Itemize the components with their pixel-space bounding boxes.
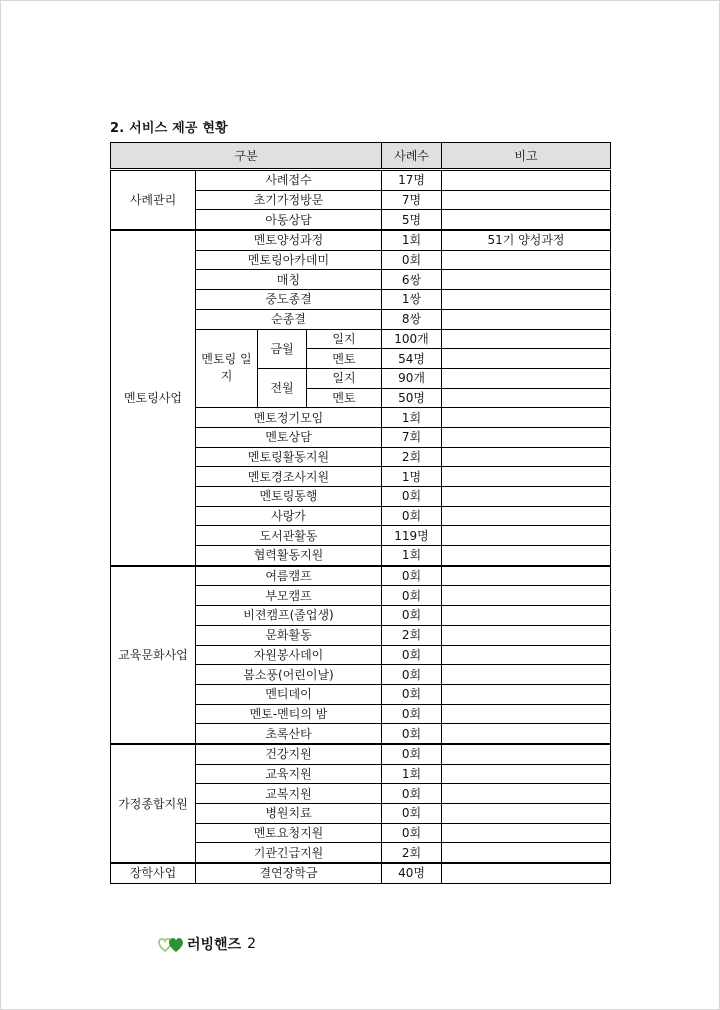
note-cell — [442, 546, 611, 566]
category-cell: 사례관리 — [111, 170, 196, 231]
note-cell — [442, 427, 611, 447]
count-cell: 0회 — [382, 586, 442, 606]
note-cell — [442, 368, 611, 388]
count-cell: 1회 — [382, 546, 442, 566]
hearts-logo-icon — [157, 934, 185, 954]
item-label: 멘토링아카데미 — [196, 250, 382, 270]
item-label: 자원봉사데이 — [196, 645, 382, 665]
count-cell: 50명 — [382, 388, 442, 408]
count-cell: 2회 — [382, 843, 442, 863]
count-cell: 0회 — [382, 704, 442, 724]
page-number: 2 — [247, 936, 257, 952]
item-label: 사례접수 — [196, 170, 382, 191]
item-label: 초록산타 — [196, 724, 382, 744]
count-cell: 7회 — [382, 427, 442, 447]
item-label: 협력활동지원 — [196, 546, 382, 566]
note-cell — [442, 566, 611, 586]
item-label: 멘토상담 — [196, 427, 382, 447]
note-cell — [442, 506, 611, 526]
note-cell — [442, 823, 611, 843]
note-cell — [442, 586, 611, 606]
item-label: 멘토-멘티의 밤 — [196, 704, 382, 724]
note-cell — [442, 170, 611, 191]
item-label: 멘토요청지원 — [196, 823, 382, 843]
count-cell: 0회 — [382, 804, 442, 824]
item-label: 교복지원 — [196, 784, 382, 804]
item-label: 멘토경조사지원 — [196, 467, 382, 487]
note-cell — [442, 684, 611, 704]
item-label: 사랑가 — [196, 506, 382, 526]
item-label: 멘토링활동지원 — [196, 447, 382, 467]
service-table — [110, 142, 611, 884]
diary-sub-label: 멘토 — [307, 388, 382, 408]
count-cell: 6쌍 — [382, 270, 442, 290]
note-cell — [442, 309, 611, 329]
item-label: 결연장학금 — [196, 863, 382, 883]
note-cell — [442, 625, 611, 645]
item-label: 병원치료 — [196, 804, 382, 824]
note-cell — [442, 487, 611, 507]
count-cell: 0회 — [382, 250, 442, 270]
item-label: 비젼캠프(졸업생) — [196, 606, 382, 626]
category-cell: 가정종합지원 — [111, 744, 196, 863]
count-cell: 0회 — [382, 487, 442, 507]
note-cell — [442, 744, 611, 764]
count-cell: 0회 — [382, 606, 442, 626]
table-row — [111, 863, 611, 883]
count-cell: 1쌍 — [382, 290, 442, 310]
count-cell: 0회 — [382, 784, 442, 804]
month-label: 전월 — [258, 368, 307, 407]
count-cell: 7명 — [382, 190, 442, 210]
section-title: 2. 서비스 제공 현황 — [110, 121, 228, 136]
note-cell — [442, 250, 611, 270]
count-cell: 1회 — [382, 230, 442, 250]
note-cell — [442, 210, 611, 230]
note-cell — [442, 645, 611, 665]
count-cell: 119명 — [382, 526, 442, 546]
note-cell: 51기 양성과정 — [442, 230, 611, 250]
note-cell — [442, 408, 611, 428]
note-cell — [442, 784, 611, 804]
table-header-row — [111, 143, 611, 170]
count-cell: 0회 — [382, 665, 442, 685]
count-cell: 0회 — [382, 744, 442, 764]
note-cell — [442, 606, 611, 626]
item-label: 건강지원 — [196, 744, 382, 764]
note-cell — [442, 704, 611, 724]
note-cell — [442, 190, 611, 210]
header-note: 비고 — [442, 143, 611, 170]
item-label: 아동상담 — [196, 210, 382, 230]
count-cell: 40명 — [382, 863, 442, 883]
count-cell: 1회 — [382, 764, 442, 784]
month-label: 금월 — [258, 329, 307, 368]
category-cell: 멘토링사업 — [111, 230, 196, 566]
note-cell — [442, 724, 611, 744]
count-cell: 0회 — [382, 724, 442, 744]
diary-sub-label: 일지 — [307, 329, 382, 349]
count-cell: 2회 — [382, 625, 442, 645]
note-cell — [442, 388, 611, 408]
header-count: 사례수 — [382, 143, 442, 170]
item-label: 멘토양성과정 — [196, 230, 382, 250]
header-category: 구분 — [111, 143, 382, 170]
count-cell: 0회 — [382, 684, 442, 704]
count-cell: 1회 — [382, 408, 442, 428]
note-cell — [442, 467, 611, 487]
item-label: 초기가정방문 — [196, 190, 382, 210]
note-cell — [442, 764, 611, 784]
note-cell — [442, 290, 611, 310]
item-label: 매칭 — [196, 270, 382, 290]
note-cell — [442, 329, 611, 349]
item-label: 멘토정기모임 — [196, 408, 382, 428]
item-label: 기관긴급지원 — [196, 843, 382, 863]
item-label: 멘토링동행 — [196, 487, 382, 507]
diary-label: 멘토링 일지 — [196, 329, 258, 408]
item-label: 교육지원 — [196, 764, 382, 784]
note-cell — [442, 665, 611, 685]
count-cell: 100개 — [382, 329, 442, 349]
category-cell: 교육문화사업 — [111, 566, 196, 744]
note-cell — [442, 804, 611, 824]
count-cell: 8쌍 — [382, 309, 442, 329]
item-label: 멘티데이 — [196, 684, 382, 704]
item-label: 문화활동 — [196, 625, 382, 645]
note-cell — [442, 526, 611, 546]
count-cell: 54명 — [382, 349, 442, 369]
count-cell: 2회 — [382, 447, 442, 467]
item-label: 여름캠프 — [196, 566, 382, 586]
count-cell: 0회 — [382, 823, 442, 843]
count-cell: 0회 — [382, 566, 442, 586]
table-row — [111, 566, 611, 586]
service-table-body — [111, 143, 611, 884]
count-cell: 0회 — [382, 506, 442, 526]
count-cell: 90개 — [382, 368, 442, 388]
table-row — [111, 230, 611, 250]
count-cell: 1명 — [382, 467, 442, 487]
table-row — [111, 744, 611, 764]
item-label: 순종결 — [196, 309, 382, 329]
note-cell — [442, 863, 611, 883]
brand-name: 러빙핸즈 — [187, 937, 242, 953]
note-cell — [442, 447, 611, 467]
item-label: 도서관활동 — [196, 526, 382, 546]
diary-sub-label: 멘토 — [307, 349, 382, 369]
count-cell: 17명 — [382, 170, 442, 191]
note-cell — [442, 349, 611, 369]
item-label: 봄소풍(어린이날) — [196, 665, 382, 685]
count-cell: 0회 — [382, 645, 442, 665]
item-label: 중도종결 — [196, 290, 382, 310]
count-cell: 5명 — [382, 210, 442, 230]
table-row — [111, 170, 611, 191]
diary-sub-label: 일지 — [307, 368, 382, 388]
note-cell — [442, 270, 611, 290]
item-label: 부모캠프 — [196, 586, 382, 606]
footer — [157, 932, 256, 956]
category-cell: 장학사업 — [111, 863, 196, 883]
note-cell — [442, 843, 611, 863]
